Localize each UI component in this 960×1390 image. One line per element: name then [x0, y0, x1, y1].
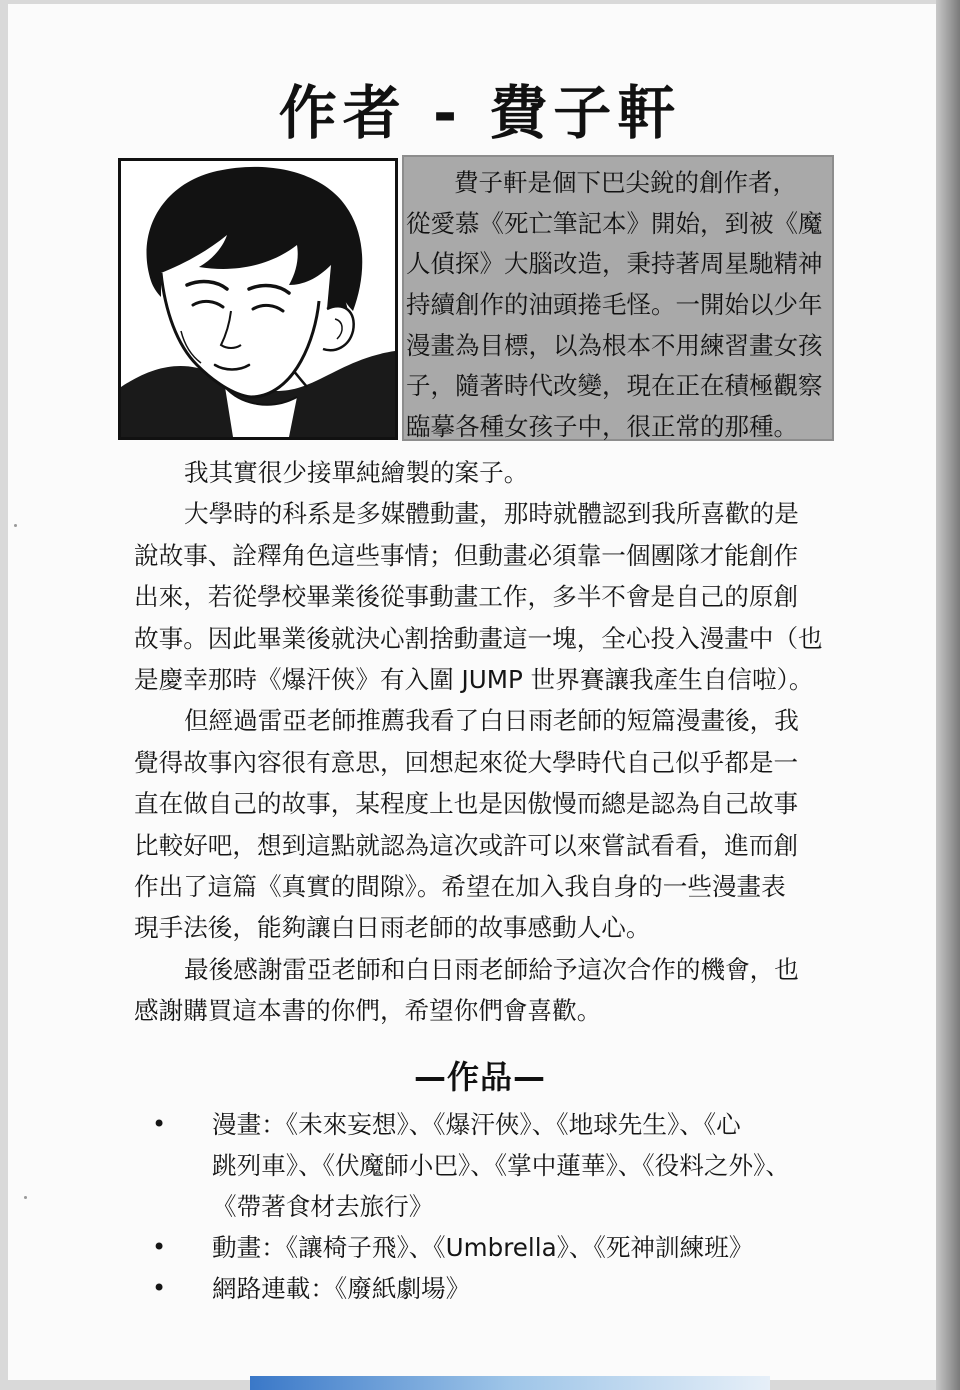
author-bio-box: [402, 155, 834, 441]
essay-line: 出來，若從學校畢業後從事動畫工作，多半不會是自己的原創: [134, 582, 799, 612]
bio-line: 漫畫為目標，以為根本不用練習畫女孩: [406, 330, 823, 360]
essay-line: 感謝購買這本書的你們，希望你們會喜歡。: [134, 996, 602, 1026]
works-heading: —作品—: [413, 1058, 546, 1096]
essay-line: 是慶幸那時《爆汗俠》有入圍 JUMP 世界賽讓我產生自信啦）。: [134, 664, 814, 694]
bio-line: 子，隨著時代改變，現在正在積極觀察: [406, 371, 823, 401]
works-line: 動畫：《讓椅子飛》、《Umbrella》、《死神訓練班》: [212, 1233, 754, 1262]
bio-line: 人偵探》大腦改造，秉持著周星馳精神: [406, 249, 823, 279]
works-list: [150, 1104, 850, 1309]
works-line: 跳列車》、《伏魔師小巴》、《掌中蓮華》、《役料之外》、: [212, 1151, 790, 1180]
bio-line: 費子軒是個下巴尖銳的創作者，: [454, 168, 797, 197]
author-portrait-drawing: [121, 161, 395, 437]
essay-line: 直在做自己的故事，某程度上也是因傲慢而總是認為自己故事: [134, 789, 799, 819]
works-list-item: [150, 1104, 850, 1227]
essay-line: 故事。因此畢業後就決心割捨動畫這一塊，全心投入漫畫中（也: [134, 623, 823, 653]
bio-line: 持續創作的油頭捲毛怪。一開始以少年: [406, 290, 823, 320]
bullet-icon: •: [152, 1110, 167, 1138]
bullet-icon: •: [152, 1233, 167, 1261]
essay-line: 作出了這篇《真實的間隙》。希望在加入我自身的一些漫畫表: [134, 871, 786, 901]
author-portrait: [118, 158, 398, 440]
essay-line: 最後感謝雷亞老師和白日雨老師給予這次合作的機會，也: [184, 954, 799, 984]
works-list-item: [150, 1227, 850, 1268]
works-list-item: [150, 1268, 850, 1309]
essay-line: 現手法後，能夠讓白日雨老師的故事感動人心。: [134, 913, 651, 943]
bio-line: 臨摹各種女孩子中，很正常的那種。: [406, 412, 798, 442]
essay-line: 覺得故事內容很有意思，回想起來從大學時代自己似乎都是一: [134, 747, 799, 777]
book-spine-shadow: [936, 0, 960, 1390]
page-title: 作者 - 費子軒: [278, 79, 682, 147]
scan-speck: [14, 524, 17, 527]
essay-line: 我其實很少接單純繪製的案子。: [184, 458, 529, 487]
bullet-icon: •: [152, 1274, 167, 1302]
works-line: 網路連載：《廢紙劇場》: [212, 1274, 471, 1303]
essay-line: 比較好吧，想到這點就認為這次或許可以來嘗試看看，進而創: [134, 830, 799, 860]
essay-line: 說故事、詮釋角色這些事情；但動畫必須靠一個團隊才能創作: [134, 540, 799, 570]
next-page-edge: [250, 1376, 770, 1390]
scan-speck: [24, 1196, 27, 1199]
essay-line: 但經過雷亞老師推薦我看了白日雨老師的短篇漫畫後，我: [184, 706, 799, 736]
bio-line: 從愛慕《死亡筆記本》開始，到被《魔: [406, 208, 823, 238]
works-line: 漫畫：《未來妄想》、《爆汗俠》、《地球先生》、《心: [212, 1110, 741, 1139]
works-line: 《帶著食材去旅行》: [212, 1192, 434, 1221]
essay-line: 大學時的科系是多媒體動畫，那時就體認到我所喜歡的是: [184, 499, 799, 529]
author-essay: [134, 452, 834, 1031]
